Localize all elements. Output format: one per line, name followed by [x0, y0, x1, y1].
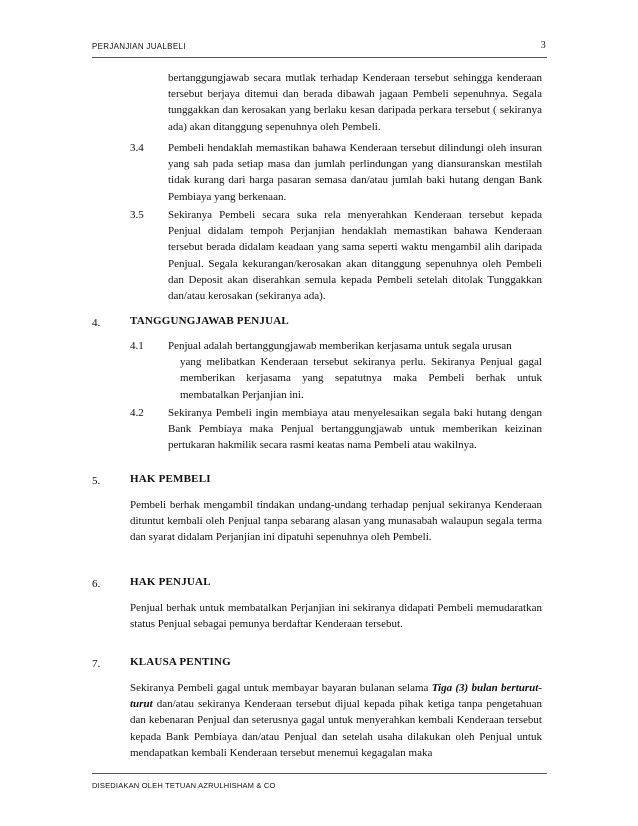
document-title: PERJANJIAN JUALBELI	[92, 42, 186, 51]
clause-4-1-number: 4.1	[130, 340, 144, 352]
section-4-number: 4.	[92, 317, 101, 329]
clause-3-4-text: Pembeli hendaklah memastikan bahawa Kenderaan tersebut dilindungi oleh insuran yang sah pada setiap masa dan jumlah perlindungan yang diansuranskan mestilah tidak kurang dari harga pasaran semasa dan/atau jumlah baki hutang dengan Bank Pembiaya yang berkenaan.	[168, 142, 542, 203]
footer-divider	[92, 773, 547, 774]
page-footer: DISEDIAKAN OLEH TETUAN AZRULHISHAM & CO	[92, 781, 276, 790]
section-5-number: 5.	[92, 475, 101, 487]
section-7-text	[130, 680, 542, 761]
section-7-emphasis: Tiga (3) bulan berturut-turut	[130, 682, 542, 711]
page-number: 3	[540, 40, 546, 51]
page-header	[92, 40, 546, 54]
section-5-heading: HAK PEMBELI	[130, 473, 211, 485]
section-7-text-after: dan/atau sekiranya Kenderaan tersebut dijual kepada pihak ketiga tanpa pengetahuan dan kebenaran Penjual dan seterusnya gagal untuk menyerahkan kembali Kenderaan tersebut kepada Bank Pembiaya dan/atau Penjual dan setelah usaha dilakukan oleh Penjual untuk mendapatkan kembali Kenderaan tersebut menemui kegagalan maka	[130, 698, 542, 759]
clause-3-5-number: 3.5	[130, 209, 144, 221]
clause-4-1-line1: Penjual adalah bertanggungjawab memberikan kerjasama untuk segala urusan	[168, 340, 512, 352]
section-7-text-before: Sekiranya Pembeli gagal untuk membayar bayaran bulanan selama	[130, 682, 432, 694]
section-7-number: 7.	[92, 658, 101, 670]
section-4-heading: TANGGUNGJAWAB PENJUAL	[130, 315, 289, 327]
clause-3-5-text: Sekiranya Pembeli secara suka rela menyerahkan Kenderaan tersebut kepada Penjual didalam tempoh Perjanjian hendaklah memastikan bahawa Kenderaan tersebut berada didalam keadaan yang sama seperti waktu mengambil alih daripada Penjual. Segala kekurangan/kerosakan akan ditanggung sepenuhnya oleh Pembeli dan Deposit akan diserahkan semula kepada Pembeli setelah ditolak Tunggakkan dan/atau kerosakan (sekiranya ada).	[168, 209, 542, 303]
section-7-heading: KLAUSA PENTING	[130, 656, 231, 668]
clause-4-1-text	[168, 338, 542, 403]
clause-4-2-number: 4.2	[130, 407, 144, 419]
continuation-paragraph: bertanggungjawab secara mutlak terhadap Kenderaan tersebut sehingga kenderaan tersebut berjaya ditemui dan berada dibawah jagaan Pembeli sepenuhnya. Segala tunggakkan dan kerosakan yang berlaku kesan daripada perkara tersebut ( sekiranya ada) akan ditanggung sepenuhnya oleh Pembeli.	[168, 72, 542, 133]
header-divider	[92, 57, 547, 58]
clause-4-2-text: Sekiranya Pembeli ingin membiaya atau menyelesaikan segala baki hutang dengan Bank Pembiaya maka Penjual bertanggungjawab untuk memberikan keizinan pertukaran hakmilik secara rasmi keatas nama Pembeli atau wakilnya.	[168, 407, 542, 452]
section-6-number: 6.	[92, 578, 101, 590]
clause-3-4-number: 3.4	[130, 142, 144, 154]
clause-4-1-rest: yang melibatkan Kenderaan tersebut sekiranya perlu. Sekiranya Penjual gagal memberikan kerjasama yang sepatutnya maka Pembeli berhak untuk membatalkan Perjanjian ini.	[180, 356, 542, 401]
section-6-text: Penjual berhak untuk membatalkan Perjanjian ini sekiranya didapati Pembeli memudaratkan status Penjual sebagai pemunya berdaftar Kenderaan tersebut.	[130, 602, 542, 631]
section-6-heading: HAK PENJUAL	[130, 576, 211, 588]
section-5-text: Pembeli berhak mengambil tindakan undang-undang terhadap penjual sekiranya Kenderaan dituntut kembali oleh Penjual tanpa sebarang alasan yang munasabah walaupun segala terma dan syarat didalam Perjanjian ini dipatuhi sepenuhnya oleh Pembeli.	[130, 499, 542, 544]
